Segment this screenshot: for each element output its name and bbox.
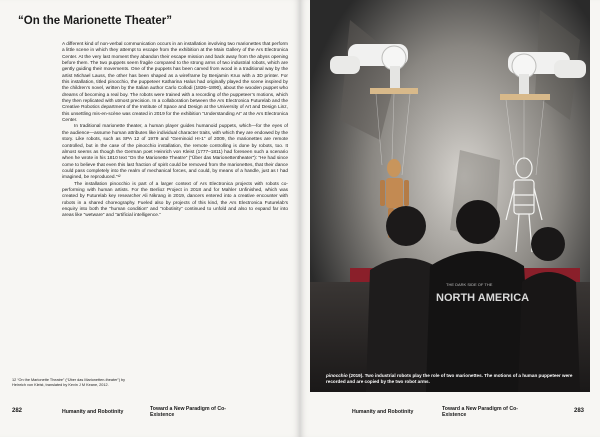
left-footer bbox=[0, 408, 300, 428]
right-footer bbox=[300, 408, 600, 428]
footnote: 12 “On the Marionette Theatre” (“Über das Marionetten-theater”) by Heinrich von Kleist, translated by Kevin J M Keane, 2012. bbox=[12, 378, 126, 387]
paragraph-3: The installation pinocchio is part of a larger context of Ars Electronica projects with robots co-performing with human artists. For the Berlioz Project in 2018 and for Mahler Unfinished, which was created by Futurelab key researcher Ali Nikrang in 2019, dancers entered into a creative encounter with robots in a shared choreography. Fueled also by projects of this kind, the Ars Electronica Futurelab’s enquiry into both the “human condition” and “robotinity” continued to unfold and also to expand far into areas like “wetware” and “artificial intelligence.” bbox=[62, 181, 288, 219]
page-heading: “On the Marionette Theater” bbox=[18, 15, 172, 27]
page-number-right: 283 bbox=[574, 408, 585, 414]
paragraph-2: In traditional marionette theater, a human player guides humanoid puppets, which—for the eyes of the audience—assume human attributes like individual character traits, with which they are endowed by the story. Like robots, such as SPA 12 of 1979 and “Geminoid HI-1” of 2009, the marionettes are remote controlled, but in the case of the pinocchio installation, the remote controlling is done by robots, too. It almost seems as though the German poet Heinrich von Kleist (1777–1811) had foreseen such a scenario when he wrote in his 1810 text “On the Marionette Theatre” (“Über das Marionettentheater”): “He had since come to believe that even this last fraction of spirit could be removed from the marionettes, that their dance could pass completely into the realm of mechanical forces, and could, by means of a handle, just as I had imagined, be reproduced.”¹² bbox=[62, 124, 288, 181]
running-title-left: Toward a New Paradigm of Co-Existence bbox=[150, 406, 226, 419]
photo-caption bbox=[326, 373, 578, 385]
page-number-left: 282 bbox=[12, 408, 23, 414]
caption-title: pinocchio bbox=[326, 373, 348, 378]
right-page bbox=[300, 0, 600, 437]
article-body bbox=[62, 42, 288, 220]
shirt-text: NORTH AMERICA bbox=[436, 292, 530, 304]
running-title-right: Toward a New Paradigm of Co-Existence bbox=[442, 406, 518, 419]
shirt-small-text: THE DARK SIDE OF THE bbox=[446, 282, 493, 287]
pinocchio-photo bbox=[310, 0, 590, 392]
photo-illustration bbox=[310, 0, 590, 392]
section-label-right: Humanity and Robotinity bbox=[352, 409, 414, 415]
paragraph-1: A different kind of non-verbal communication occurs in an installation involving two marionettes that perform a little scene in which they attempt to escape from the exhibition at the Main Gallery of the Ars Electronica Center. At the very last moment they abandon their escape mission and back away from the abyss opening before them. The two puppets seem fragile compared to the strong arms of two industrial robots, which are gently guiding their movements. One of the puppets has been carved from wood in a traditional way by the artist Michael Lauss, the other has been shaped as a wireframe by Benjamin Krux with a 3D printer. For this installation, titled pinocchio, the puppeteer Katharina Halus had originally played the scene inspired by the children’s novel, written by the Italian author Carlo Collodi (1826–1890), about the wooden puppet who dreams of becoming a real boy. The robots were trained with a recording of the puppeteer’s motions, which they then replicated with utmost precision. In a collaboration between the Ars Electronica Futurelab and the Creative Robotics department of the Institute of Space and Design at the University of Art and Design Linz, this unsettling mis-en-scène was created in 2019 for the exhibition “Understanding AI” at the Ars Electronica Center. bbox=[62, 42, 289, 124]
section-label-left: Humanity and Robotinity bbox=[62, 409, 124, 415]
caption-text: (2019). Two industrial robots play the role of two marionettes. The motions of a human puppeteer were recorded and are copied by the two robot arms. bbox=[326, 373, 573, 384]
